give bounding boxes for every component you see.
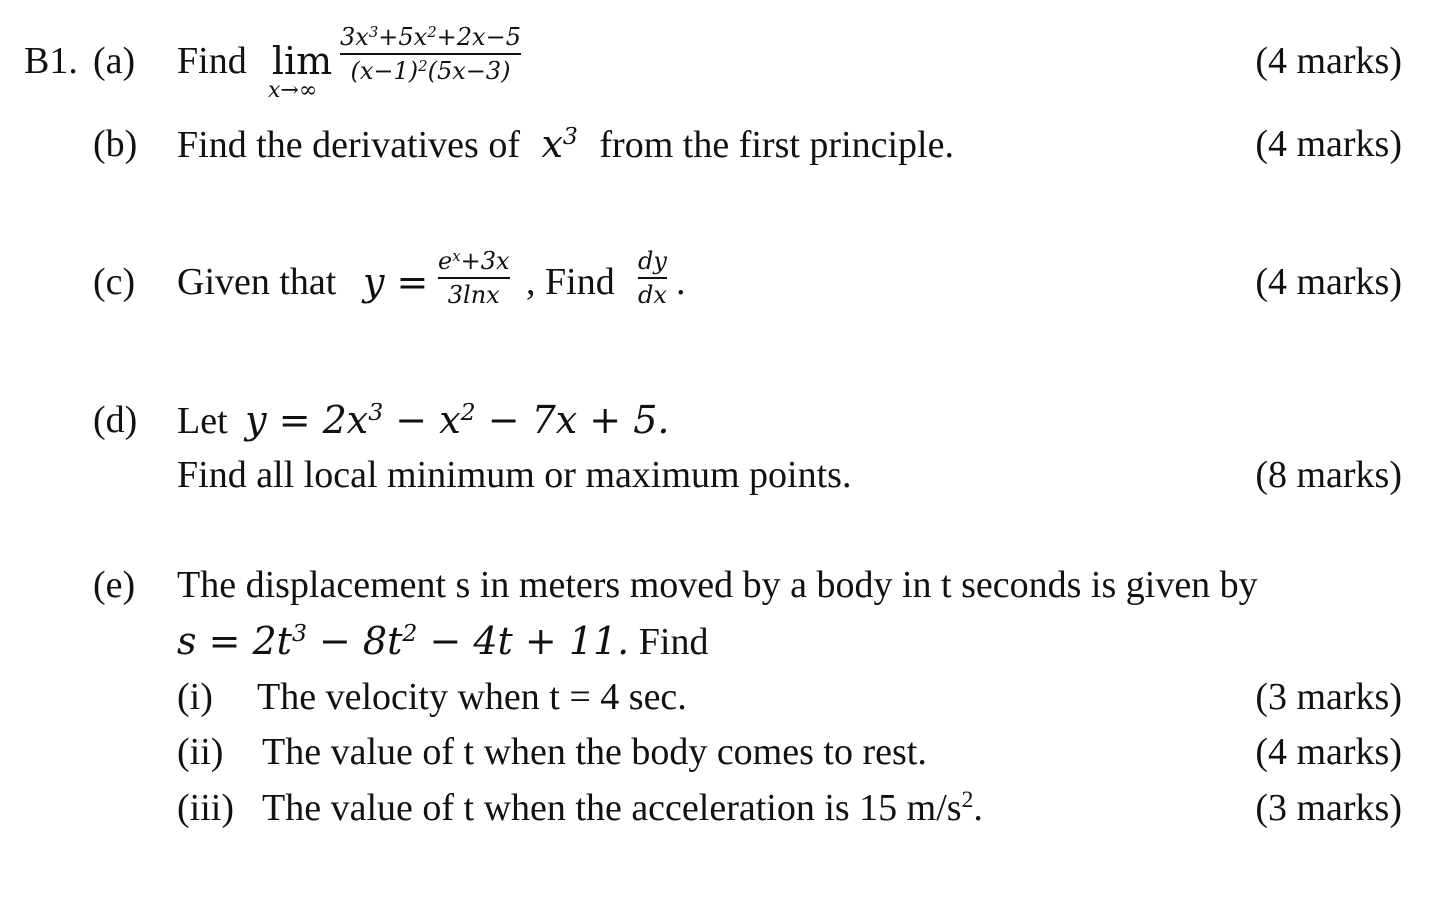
part-a-marks: (4 marks) (1255, 40, 1402, 82)
part-e-find: Find (629, 621, 709, 663)
part-c-derivative (638, 249, 667, 307)
part-e-ii-marks: (4 marks) (1255, 731, 1402, 773)
part-a-numerator: $3x^3+5x^2+2x-5$ (340, 22, 521, 51)
part-c-denominator: 3lnx (447, 281, 500, 309)
part-c-fraction (438, 246, 510, 309)
part-e-ii-text: The value of t when the body comes to rest. (262, 731, 927, 773)
part-e-i-marks: (3 marks) (1255, 676, 1402, 718)
part-c-numerator: $e^x+3x$ (438, 246, 510, 275)
part-c-period: . (676, 261, 686, 303)
part-b-text-after: from the first principle. (599, 124, 954, 166)
part-a-label: (a) (93, 40, 136, 82)
part-b-text-before: Find the derivatives of (177, 124, 520, 166)
part-c-derivative-bar (638, 277, 667, 279)
lim-word: lim (271, 39, 333, 83)
part-a-fraction-bar (340, 53, 521, 55)
part-c-dy: dy (638, 247, 667, 275)
part-c-comma-find: , Find (526, 261, 615, 303)
part-e-ii-label: (ii) (177, 731, 224, 773)
part-b-marks: (4 marks) (1255, 123, 1402, 165)
part-a-text: Find (177, 40, 247, 82)
part-e-label: (e) (93, 564, 136, 606)
part-a-lim-subscript: x→∞ (268, 78, 318, 103)
part-e-iii-marks: (3 marks) (1255, 787, 1402, 829)
part-c-dx: dx (638, 281, 667, 309)
part-c-marks: (4 marks) (1255, 261, 1402, 303)
part-d-line1 (177, 398, 670, 442)
part-c-fraction-bar (438, 277, 510, 279)
part-e-iii-label: (iii) (177, 787, 234, 829)
part-a-denominator: $(x-1)^2(5x-3)$ (350, 56, 511, 85)
part-e-i-text: The velocity when t = 4 sec. (257, 676, 687, 718)
part-b-expression: $x^3$ (541, 122, 578, 166)
part-d-marks: (8 marks) (1255, 454, 1402, 496)
part-e-equation-line (177, 619, 709, 663)
part-d-line2: Find all local minimum or maximum points. (177, 454, 852, 496)
part-c-y-equals: y = (363, 260, 429, 304)
part-e-i-label: (i) (177, 676, 213, 718)
question-number: B1. (24, 40, 78, 82)
part-d-label: (d) (93, 399, 138, 441)
part-e-line1: The displacement s in meters moved by a body in t seconds is given by (177, 564, 1258, 606)
part-a-fraction (340, 22, 521, 85)
part-e-iii-text: The value of t when the acceleration is 15 $m/s^2$. (262, 787, 983, 829)
part-b-text (177, 122, 954, 166)
part-b-label: (b) (93, 123, 138, 165)
part-c-text-before: Given that (177, 261, 337, 303)
part-e-equation: $s = 2t^3 - 8t^2 - 4t + 11$. (177, 619, 630, 663)
part-d-let: Let (177, 400, 228, 442)
part-a-lim (271, 39, 333, 83)
part-d-equation: $y = 2x^3 - x^2 - 7x + 5$. (245, 398, 670, 442)
part-c-label: (c) (93, 261, 136, 303)
